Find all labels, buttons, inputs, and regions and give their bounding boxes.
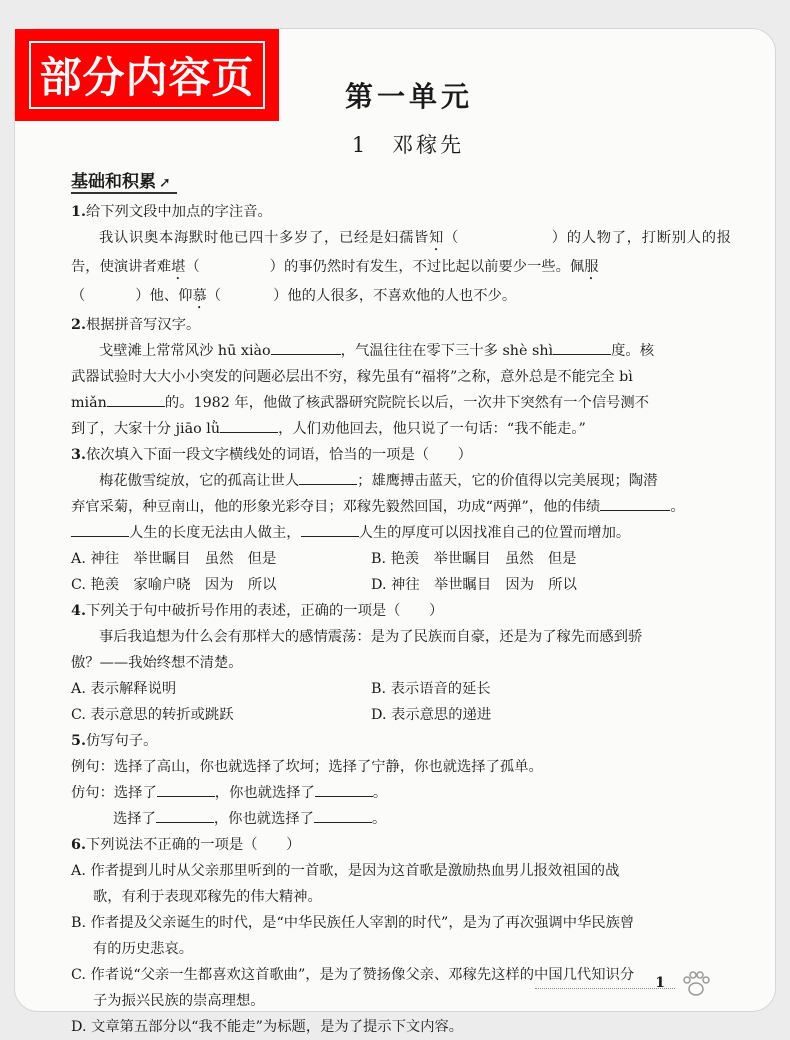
q3-option-a[interactable]: A. 神往 举世瞩目 虽然 但是 (71, 551, 277, 567)
q6-option-a[interactable]: A. 作者提到儿时从父亲那里听到的一首歌，是因为这首歌是激励热血男儿报效祖国的战 歌，有利于表现邓稼先的伟大精神。 (71, 863, 620, 905)
q5-imitation-1: 仿句：选择了 ，你也就选择了 。 (71, 780, 731, 806)
unit-title: 第一单元 (344, 80, 473, 113)
q6-option-b[interactable]: B. 作者提及父亲诞生的时代，是“中华民族任人宰割的时代”，是为了再次强调中华民族曾 有的历史悲哀。 (71, 915, 635, 957)
paw-print-icon (679, 967, 713, 1001)
q3-blank-1[interactable] (299, 468, 357, 485)
q2-line-2: 武器试验时大大小小突发的问题必层出不穷，稼先虽有“福将”之称，意外总是不能完全 bì (71, 369, 633, 385)
q5-blank-2[interactable] (315, 780, 373, 797)
workbook-page (14, 28, 776, 1035)
q2-blank-1[interactable] (271, 338, 341, 355)
q6-option-c[interactable]: C. 作者说“父亲一生都喜欢这首歌曲”，是为了赞扬像父亲、邓稼先这样的中国几代知识分 子为振兴民族的崇高理想。 (71, 967, 635, 1009)
section-heading (71, 167, 177, 194)
q5-blank-1[interactable] (157, 780, 215, 797)
q4-line-2: 傲？——我始终想不清楚。 (71, 655, 243, 671)
q5-blank-3[interactable] (156, 806, 214, 823)
q3-blank-4[interactable] (301, 520, 359, 537)
question-2: 2.根据拼音写汉字。 (71, 317, 201, 333)
q2-blank-4[interactable] (220, 416, 278, 433)
q2-line-3: miǎn 的。1982 年，他做了核武器研究院院长以后，一次井下突然有一个信号测不 (71, 390, 731, 416)
q4-line-1: 事后我追想为什么会有那样大的感情震荡：是为了民族而自豪，还是为了稼先而感到骄 (99, 629, 643, 645)
q2-blank-3[interactable] (107, 390, 165, 407)
q3-option-b[interactable]: B. 艳羡 举世瞩目 虽然 但是 (371, 551, 577, 567)
q3-blank-3[interactable] (71, 520, 129, 537)
q5-imitation-2: 选择了 ，你也就选择了 。 (71, 806, 731, 832)
partial-content-badge (15, 29, 279, 121)
question-6: 6.下列说法不正确的一项是（ ） (71, 837, 301, 853)
q5-example: 例句：选择了高山，你也就选择了坎坷；选择了宁静，你也就选择了孤单。 (71, 759, 543, 775)
q2-blank-2[interactable] (553, 338, 611, 355)
q4-options (71, 676, 731, 728)
q3-options (71, 546, 731, 598)
q4-option-c[interactable]: C. 表示意思的转折或跳跃 (71, 707, 234, 723)
arrow-icon: ➚ (159, 175, 171, 191)
exercise-content (71, 199, 731, 1040)
q3-line-1: 梅花傲雪绽放，它的孤高让世人 ；雄鹰搏击蓝天，它的价值得以完美展现；陶潜 (71, 468, 731, 494)
section-title: 基础和积累 (71, 172, 156, 192)
q3-option-c[interactable]: C. 艳羡 家喻户晓 因为 所以 (71, 577, 277, 593)
question-5: 5.仿写句子。 (71, 733, 158, 749)
q3-line-3: 人生的长度无法由人做主， 人生的厚度可以因找准自己的位置而增加。 (71, 520, 731, 546)
q4-option-d[interactable]: D. 表示意思的递进 (371, 707, 492, 723)
q3-option-d[interactable]: D. 神往 举世瞩目 因为 所以 (371, 577, 577, 593)
q4-option-a[interactable]: A. 表示解释说明 (71, 681, 177, 697)
badge-label: 部分内容页 (29, 41, 264, 109)
q4-option-b[interactable]: B. 表示语音的延长 (371, 681, 491, 697)
footer-divider (535, 988, 675, 989)
q1-passage: 我认识奥本海默时他已四十多岁了，已经是妇孺皆知（ ）的人物了，打断别人的报告，使演讲者难堪（ ）的事仍然时有发生，不过比起以前要少一些。佩服 (71, 230, 731, 275)
q2-line-4: 到了，大家十分 jiāo lǜ ，人们劝他回去，他只说了一句话：“我不能走。” (71, 416, 731, 442)
question-1: 1.给下列文段中加点的字注音。 (71, 204, 272, 220)
q1-passage-end: （ ）他、仰慕（ ）他的人很多，不喜欢他的人也不少。 (71, 288, 517, 304)
q5-blank-4[interactable] (314, 806, 372, 823)
q2-line-1: 戈壁滩上常常风沙 hū xiào ，气温往往在零下三十多 shè shì 度。核 (71, 338, 731, 364)
q3-blank-2[interactable] (600, 494, 670, 511)
q6-option-d[interactable]: D. 文章第五部分以“我不能走”为标题，是为了提示下文内容。 (71, 1019, 464, 1035)
question-4: 4.下列关于句中破折号作用的表述，正确的一项是（ ） (71, 603, 444, 619)
question-3: 3.依次填入下面一段文字横线处的词语，恰当的一项是（ ） (71, 447, 472, 463)
page-number: 1 (655, 975, 665, 991)
q3-line-2: 弃官采菊，种豆南山，他的形象光彩夺目；邓稼先毅然回国，功成“两弹”，他的伟绩 。 (71, 494, 731, 520)
lesson-title: 1 邓稼先 (351, 133, 465, 157)
